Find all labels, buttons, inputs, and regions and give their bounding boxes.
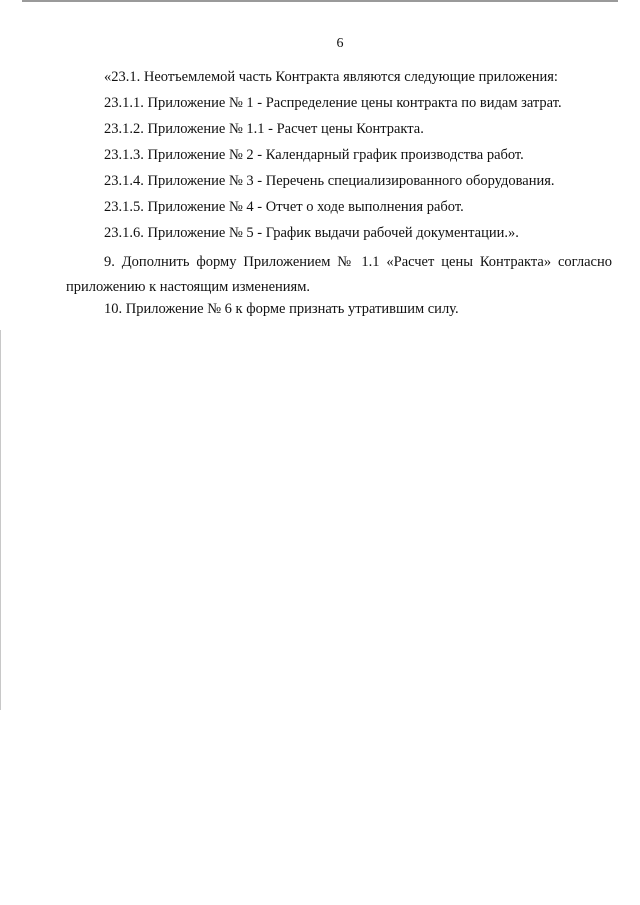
clause-23-1: «23.1. Неотъемлемой часть Контракта являются следующие приложения:: [104, 69, 558, 85]
page-number: 6: [336, 36, 344, 51]
clause-23-1-1: 23.1.1. Приложение № 1 - Распределение цены контракта по видам затрат.: [104, 95, 562, 111]
scan-top-border: [22, 0, 618, 2]
paragraph-10: 10. Приложение № 6 к форме признать утратившим силу.: [104, 301, 459, 317]
paragraph-9: 9. Дополнить форму Приложением № 1.1 «Расчет цены Контракта» согласно приложению к настоящим изменениям.: [66, 254, 612, 295]
clause-23-1-2: 23.1.2. Приложение № 1.1 - Расчет цены Контракта.: [104, 121, 424, 137]
clause-23-1-5: 23.1.5. Приложение № 4 - Отчет о ходе выполнения работ.: [104, 199, 464, 215]
scan-left-edge: [0, 330, 1, 710]
clause-23-1-4: 23.1.4. Приложение № 3 - Перечень специализированного оборудования.: [104, 173, 555, 189]
clause-23-1-3: 23.1.3. Приложение № 2 - Календарный график производства работ.: [104, 147, 524, 163]
clause-23-1-6: 23.1.6. Приложение № 5 - График выдачи рабочей документации.».: [104, 225, 519, 241]
